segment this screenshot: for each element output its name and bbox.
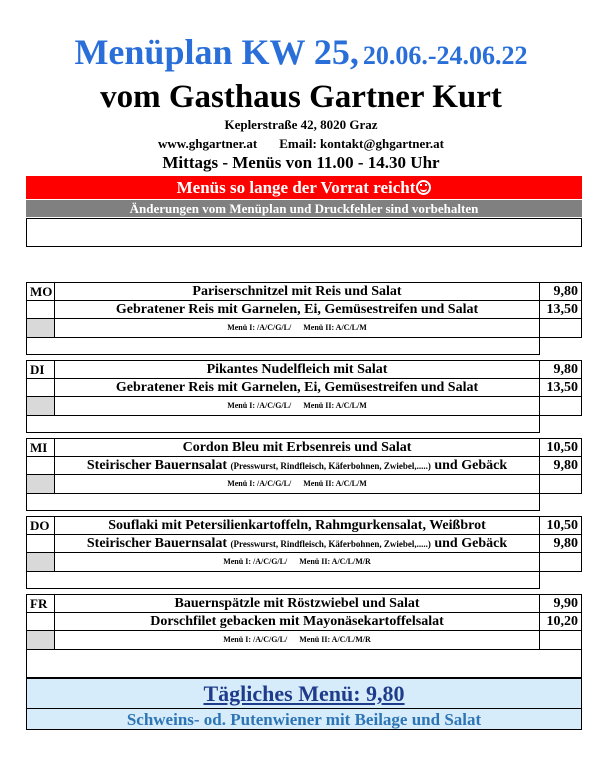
menu-2-name: [54, 456, 540, 475]
grey-cell: [26, 396, 55, 416]
menu-2-suffix: und Gebäck: [434, 458, 508, 473]
website-link[interactable]: www.ghgartner.at: [158, 136, 258, 151]
contact-line: [0, 136, 602, 152]
day-label: MI: [26, 438, 55, 457]
disclaimer-banner: Änderungen vom Menüplan und Druckfehler sind vorbehalten: [26, 200, 582, 217]
empty-cell: [539, 396, 582, 416]
menu-2-price: 9,80: [539, 534, 582, 553]
menu-1-name: Souflaki mit Petersilienkartoffeln, Rahmgurkensalat, Weißbrot: [54, 516, 540, 535]
address: Keplerstraße 42, 8020 Graz: [224, 117, 378, 132]
menu-2-title: Steirischer Bauernsalat: [86, 536, 228, 551]
menu-1-name: Pariserschnitzel mit Reis und Salat: [54, 282, 540, 301]
spacer-row: [26, 337, 540, 355]
menu-1-price: 9,80: [539, 360, 582, 379]
empty-cell: [26, 456, 55, 475]
menu-2-suffix: und Gebäck: [434, 536, 508, 551]
divider: [27, 708, 581, 709]
menu-2-name: [54, 300, 540, 319]
menu-2-title: Gebratener Reis mit Garnelen, Ei, Gemüsestreifen und Salat: [115, 380, 479, 395]
menu-1-name: Bauernspätzle mit Röstzwiebel und Salat: [54, 594, 540, 613]
restaurant-name: vom Gasthaus Gartner Kurt: [100, 79, 502, 115]
availability-text: Menüs so lange der Vorrat reicht: [176, 178, 416, 197]
allergen-info: [54, 396, 540, 416]
menu-2-detail: (Presswurst, Rindfleisch, Käferbohnen, Zwiebel,.....): [230, 539, 431, 549]
empty-cell: [26, 300, 55, 319]
empty-cell: [26, 534, 55, 553]
allergens-menu-1: Menü I: /A/C/G/L/: [227, 401, 292, 410]
spacer-row: [26, 493, 540, 511]
empty-box: [26, 218, 582, 247]
menu-2-price: 13,50: [539, 300, 582, 319]
menu-2-title: Dorschfilet gebacken mit Mayonäsekartoffelsalat: [150, 614, 444, 629]
allergen-info: [54, 474, 540, 494]
menu-2-title: Gebratener Reis mit Garnelen, Ei, Gemüsestreifen und Salat: [115, 302, 479, 317]
menu-2-price: 9,80: [539, 456, 582, 475]
daily-menu-description: Schweins- od. Putenwiener mit Beilage und Salat: [126, 710, 482, 729]
smiley-icon: [416, 180, 431, 195]
email-link[interactable]: Email: kontakt@ghgartner.at: [279, 136, 444, 151]
spacer-row: [26, 571, 540, 589]
menu-1-price: 10,50: [539, 516, 582, 535]
day-label: DO: [26, 516, 55, 535]
menu-1-price: 9,90: [539, 594, 582, 613]
daily-menu-box: [26, 678, 582, 730]
menu-title: [0, 31, 602, 73]
allergen-info: [54, 630, 540, 650]
menu-2-name: [54, 378, 540, 397]
title-dates: 20.06.-24.06.22: [362, 41, 528, 70]
opening-hours: Mittags - Menüs von 11.00 - 14.30 Uhr: [162, 153, 440, 172]
menu-1-name: Cordon Bleu mit Erbsenreis und Salat: [54, 438, 540, 457]
menu-2-name: [54, 612, 540, 631]
menu-2-title: Steirischer Bauernsalat: [86, 458, 228, 473]
menu-2-price: 13,50: [539, 378, 582, 397]
menu-2-price: 10,20: [539, 612, 582, 631]
empty-cell: [26, 378, 55, 397]
spacer-row: [26, 649, 582, 678]
menu-2-detail: (Presswurst, Rindfleisch, Käferbohnen, Zwiebel,.....): [230, 461, 431, 471]
allergens-menu-2: Menü II: A/C/L/M/R: [299, 557, 371, 566]
menu-2-name: [54, 534, 540, 553]
empty-cell: [26, 612, 55, 631]
grey-cell: [26, 552, 55, 572]
title-week: Menüplan KW 25,: [74, 32, 359, 72]
allergens-menu-1: Menü I: /A/C/G/L/: [223, 557, 288, 566]
menu-1-name: Pikantes Nudelfleich mit Salat: [54, 360, 540, 379]
allergens-menu-1: Menü I: /A/C/G/L/: [227, 479, 292, 488]
day-label: MO: [26, 282, 55, 301]
day-label: FR: [26, 594, 55, 613]
menu-1-price: 9,80: [539, 282, 582, 301]
grey-cell: [26, 630, 55, 650]
allergens-menu-2: Menü II: A/C/L/M: [303, 479, 367, 488]
empty-cell: [539, 474, 582, 494]
allergen-info: [54, 552, 540, 572]
daily-menu-title: Tägliches Menü: 9,80: [203, 681, 405, 706]
availability-banner: [26, 176, 582, 199]
day-label: DI: [26, 360, 55, 379]
allergens-menu-2: Menü II: A/C/L/M/R: [299, 635, 371, 644]
grey-cell: [26, 474, 55, 494]
allergen-info: [54, 318, 540, 338]
allergens-menu-2: Menü II: A/C/L/M: [303, 323, 367, 332]
menu-1-price: 10,50: [539, 438, 582, 457]
allergens-menu-1: Menü I: /A/C/G/L/: [227, 323, 292, 332]
empty-cell: [539, 630, 582, 650]
allergens-menu-2: Menü II: A/C/L/M: [303, 401, 367, 410]
empty-cell: [539, 552, 582, 572]
empty-cell: [539, 318, 582, 338]
allergens-menu-1: Menü I: /A/C/G/L/: [223, 635, 288, 644]
spacer-row: [26, 415, 540, 433]
grey-cell: [26, 318, 55, 338]
